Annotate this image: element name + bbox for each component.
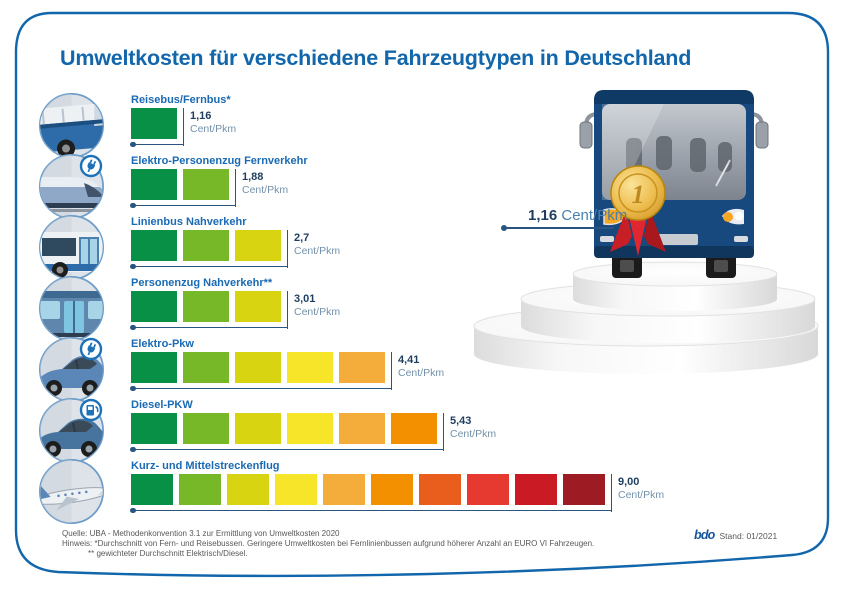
cost-block <box>131 230 177 261</box>
cost-block <box>287 352 333 383</box>
cost-blocks <box>131 474 611 505</box>
cost-block <box>227 474 269 505</box>
hint-line-2: ** gewichteter Durchschnitt Elektrisch/Diesel. <box>88 548 248 558</box>
row-value: 2,7 Cent/Pkm <box>294 232 341 257</box>
cost-blocks <box>131 230 287 261</box>
row-label: Diesel-PKW <box>131 399 193 411</box>
cost-block <box>235 352 281 383</box>
cost-blocks <box>131 352 391 383</box>
cost-block <box>131 169 177 200</box>
electric-plug-badge <box>81 156 101 176</box>
cost-block <box>287 413 333 444</box>
cost-block <box>323 474 365 505</box>
hint-line: Hinweis: *Durchschnitt von Fern- und Reisebussen. Geringere Umweltkosten bei Fernlinienbussen aufgrund höherer Anzahl an EURO VI Fahrzeugen. <box>62 538 595 548</box>
cost-block <box>131 291 177 322</box>
coach-bus-front-illustration <box>578 86 770 284</box>
bracket-line <box>131 449 444 450</box>
row-value: 4,41 Cent/Pkm <box>398 354 445 379</box>
cost-block <box>235 230 281 261</box>
cost-block <box>131 352 177 383</box>
stand-date: Stand: 01/2021 <box>719 531 778 541</box>
callout-pointer-line <box>502 227 614 229</box>
cost-block <box>131 413 177 444</box>
source-notes <box>62 529 594 558</box>
winner-unit: Cent/Pkm <box>561 207 628 224</box>
row-label: Kurz- und Mittelstreckenflug <box>131 460 280 472</box>
regional-train-icon <box>38 275 105 342</box>
coach-bus-icon <box>38 92 105 159</box>
cost-block <box>183 169 229 200</box>
cost-block <box>275 474 317 505</box>
row-label: Personenzug Nahverkehr** <box>131 277 273 289</box>
bracket-line-vertical <box>183 108 184 146</box>
source-line: Quelle: UBA - Methodenkonvention 3.1 zur Ermittlung von Umweltkosten 2020 <box>62 529 340 538</box>
cost-block <box>183 230 229 261</box>
cost-block <box>131 474 173 505</box>
cost-block <box>419 474 461 505</box>
row-label: Elektro-Personenzug Fernverkehr <box>131 155 308 167</box>
electric-car-icon <box>38 336 105 403</box>
row-value: 5,43 Cent/Pkm <box>450 415 497 440</box>
cost-block <box>183 352 229 383</box>
bracket-line <box>131 327 288 328</box>
row-value: 3,01 Cent/Pkm <box>294 293 341 318</box>
row-value: 9,00 Cent/Pkm <box>618 476 665 501</box>
electric-train-icon <box>38 153 105 220</box>
cost-blocks <box>131 291 287 322</box>
cost-block <box>515 474 557 505</box>
publisher-stand <box>694 528 777 542</box>
airplane-icon <box>38 458 105 525</box>
cost-block <box>467 474 509 505</box>
bracket-line <box>131 388 392 389</box>
row-value: 1,88 Cent/Pkm <box>242 171 289 196</box>
cost-block <box>563 474 605 505</box>
bracket-line-vertical <box>287 230 288 268</box>
city-bus-icon <box>38 214 105 281</box>
bracket-line <box>131 205 236 206</box>
cost-block <box>179 474 221 505</box>
cost-block <box>339 352 385 383</box>
bracket-line <box>131 266 288 267</box>
row-label: Linienbus Nahverkehr <box>131 216 247 228</box>
winner-value: 1,16 <box>528 207 558 224</box>
fuel-pump-badge <box>81 400 101 420</box>
row-value: 1,16 Cent/Pkm <box>190 110 237 135</box>
row-label: Reisebus/Fernbus* <box>131 94 231 106</box>
bracket-line-vertical <box>287 291 288 329</box>
bracket-line-vertical <box>235 169 236 207</box>
cost-block <box>131 108 177 139</box>
page-title: Umweltkosten für verschiedene Fahrzeugtypen in Deutschland <box>60 46 692 70</box>
electric-plug-badge <box>81 339 101 359</box>
cost-blocks <box>131 169 235 200</box>
bracket-line <box>131 510 612 511</box>
cost-blocks <box>131 108 183 139</box>
cost-block <box>371 474 413 505</box>
bracket-line <box>131 144 184 145</box>
bracket-line-vertical <box>391 352 392 390</box>
cost-block <box>391 413 437 444</box>
diesel-car-icon <box>38 397 105 464</box>
row-label: Elektro-Pkw <box>131 338 194 350</box>
cost-block <box>235 413 281 444</box>
cost-block <box>235 291 281 322</box>
medal-rank-number: 1 <box>631 180 645 209</box>
bracket-line-vertical <box>611 474 612 512</box>
cost-block <box>339 413 385 444</box>
winner-callout <box>502 207 628 229</box>
cost-blocks <box>131 413 443 444</box>
cost-block <box>183 413 229 444</box>
cost-block <box>183 291 229 322</box>
bdo-logo: bdo <box>694 528 715 542</box>
bracket-line-vertical <box>443 413 444 451</box>
